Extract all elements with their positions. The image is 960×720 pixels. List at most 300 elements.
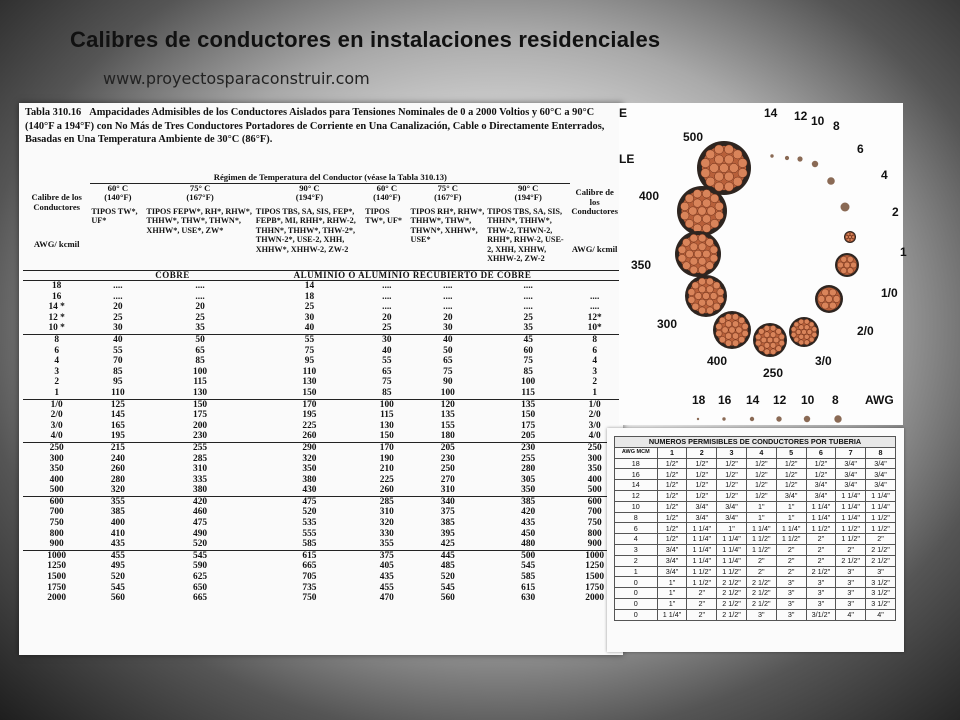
ampacity-cell: 630 [521, 593, 536, 604]
conduit-size-cell: 0 [615, 598, 658, 609]
ampacity-cell: 85 [382, 387, 392, 398]
column-temp-f: (167°F) [186, 192, 214, 202]
conduit-cell: 2 1/2" [717, 577, 747, 588]
ampacity-cell: 420 [521, 507, 536, 518]
row-size-right-cell: 3/0 [588, 420, 601, 431]
ampacity-cell: 65 [382, 366, 392, 377]
ampacity-cell: 280 [110, 474, 125, 485]
ampacity-cell: 175 [521, 420, 536, 431]
conduit-cell: 1/2" [717, 458, 747, 469]
ampacity-cell: 100 [440, 387, 455, 398]
conduit-cell: 1 1/4" [776, 523, 806, 534]
ampacity-cell: .... [486, 281, 570, 292]
row-size-cell: 700 [49, 507, 64, 518]
ampacity-cell: 615 [521, 582, 536, 593]
ampacity-cell: 130 [193, 387, 208, 398]
ampacity-row [23, 550, 619, 561]
row-size-cell: 1000 [23, 550, 90, 561]
gauge-size-label: 1/0 [881, 286, 898, 300]
conduit-cell: 2" [687, 588, 717, 599]
ampacity-cell: 380 [302, 474, 317, 485]
column-temp-2 [255, 183, 364, 203]
ampacity-cell: 30 [113, 323, 123, 334]
row-size-right-cell: 1000 [570, 550, 619, 561]
ampacity-cell: 470 [379, 593, 394, 604]
conduit-cell: 1 1/4" [687, 555, 717, 566]
conduit-cell: 3" [836, 577, 866, 588]
ampacity-cell: 40 [410, 334, 487, 345]
ampacity-cell: 450 [521, 528, 536, 539]
conduit-cell: 3 1/2" [866, 588, 896, 599]
awg-size-label: 16 [718, 393, 732, 407]
table-number: Tabla 310.16 [25, 107, 82, 118]
ampacity-cell: 150 [145, 399, 254, 410]
ampacity-cell: 85 [195, 356, 205, 367]
ampacity-cell: 705 [302, 572, 317, 583]
ampacity-cell: 25 [382, 323, 392, 334]
column-temp-f: (140°F) [373, 192, 401, 202]
ampacity-cell: 445 [410, 550, 487, 561]
ampacity-row [23, 399, 619, 410]
conduit-size-cell: 6 [615, 523, 658, 534]
conduit-cell: 3/4" [776, 490, 806, 501]
conduit-size-cell: 18 [615, 458, 658, 469]
conduit-cell: 1 1/4" [836, 501, 866, 512]
conduit-cell: 3/4" [836, 458, 866, 469]
wire-cross-section [797, 156, 802, 161]
row-size-cell: 3 [54, 366, 59, 377]
conduit-row [615, 577, 896, 588]
ampacity-cell: 110 [302, 366, 317, 377]
column-temp-3 [364, 183, 409, 203]
column-temp-c: 75° C [189, 182, 211, 193]
ampacity-cell: 170 [255, 399, 364, 410]
ampacity-cell: 65 [443, 356, 453, 367]
row-size-cell: 4/0 [50, 431, 63, 442]
conduit-header-cell: 1 [657, 447, 687, 458]
cut-text-mid: LE [619, 152, 635, 166]
ampacity-cell: 55 [382, 356, 392, 367]
ampacity-cell: 250 [440, 464, 455, 475]
conduit-row [615, 566, 896, 577]
conduit-cell: 2" [746, 555, 776, 566]
ampacity-row [23, 529, 619, 540]
ampacity-cell: 200 [193, 420, 208, 431]
ampacity-cell: 480 [521, 539, 536, 550]
ampacity-cell: 225 [302, 420, 317, 431]
row-size-cell: 6 [54, 345, 59, 356]
conduit-row [615, 480, 896, 491]
conduit-cell: 3/4" [717, 501, 747, 512]
column-temp-f: (140°F) [104, 192, 132, 202]
conduit-cell: 1/2" [657, 480, 687, 491]
ampacity-cell: 735 [302, 582, 317, 593]
row-size-cell: 1250 [47, 561, 67, 572]
conduit-row [615, 458, 896, 469]
conduit-size-cell: 2 [615, 555, 658, 566]
wire-cross-section [677, 186, 727, 236]
ampacity-cell: 35 [195, 323, 205, 334]
ampacity-cell: 375 [440, 507, 455, 518]
ampacity-cell: 435 [521, 518, 536, 529]
conduit-cell: 1" [746, 512, 776, 523]
ampacity-cell: .... [195, 291, 205, 302]
conduit-cell: 3/4" [866, 469, 896, 480]
conduit-cell: 1/2" [806, 469, 836, 480]
ampacity-cell: 485 [440, 561, 455, 572]
row-size-cell: 250 [23, 442, 90, 453]
conduit-cell: 1 1/2" [836, 523, 866, 534]
ampacity-row [23, 454, 619, 465]
ampacity-cell: 310 [193, 464, 208, 475]
conduit-table-panel [607, 428, 904, 652]
ampacity-cell: 145 [110, 410, 125, 421]
ampacity-cell: 460 [193, 507, 208, 518]
ampacity-cell: 50 [443, 345, 453, 356]
conduit-table [614, 436, 896, 621]
row-size-right-cell: 1750 [585, 582, 605, 593]
gauge-size-label: 250 [763, 366, 784, 380]
row-size-cell: 300 [49, 453, 64, 464]
ampacity-cell: 115 [521, 387, 535, 398]
conduit-cell: 2" [866, 534, 896, 545]
ampacity-cell: 125 [90, 399, 145, 410]
ampacity-cell: 155 [440, 420, 455, 431]
ampacity-cell: 25 [304, 302, 315, 313]
ampacity-cell: 30 [304, 312, 315, 323]
row-size-right-cell: 900 [587, 539, 602, 550]
awg-size-label: 12 [773, 393, 787, 407]
conduit-row [615, 512, 896, 523]
ampacity-cell: 50 [145, 334, 254, 345]
conduit-cell: 2 1/2" [866, 544, 896, 555]
row-size-cell: 14 * [48, 302, 65, 313]
row-size-right-cell: 500 [587, 485, 602, 496]
ampacity-cell: 545 [110, 582, 125, 593]
gauge-size-label: 400 [639, 189, 660, 203]
ampacity-cell: 425 [440, 539, 455, 550]
wire-gauge-chart [619, 103, 907, 425]
conduit-cell: 1 1/2" [687, 566, 717, 577]
row-size-right-cell [570, 281, 619, 292]
ampacity-row [23, 346, 619, 357]
ampacity-cell: 350 [302, 464, 317, 475]
row-size-right-cell: 10* [587, 323, 602, 334]
ampacity-cell: 375 [364, 550, 409, 561]
conduit-cell: 1 1/4" [836, 490, 866, 501]
conduit-cell: 3/4" [657, 566, 687, 577]
ampacity-cell: 285 [193, 453, 208, 464]
conduit-size-cell: 12 [615, 490, 658, 501]
conduit-size-cell: 16 [615, 469, 658, 480]
ampacity-cell: 14 [255, 281, 364, 292]
row-size-cell: 3/0 [50, 420, 63, 431]
conduit-header-cell: 4 [746, 447, 776, 458]
awg-size-label: 8 [832, 393, 839, 407]
conduit-cell: 1 1/2" [806, 523, 836, 534]
conduit-cell: 3" [806, 598, 836, 609]
slide-title: Calibres de conductores en instalaciones residenciales [70, 27, 661, 52]
conduit-cell: 3" [836, 566, 866, 577]
slide-url[interactable]: www.proyectosparaconstruir.com [103, 69, 370, 88]
ampacity-cell: 215 [90, 442, 145, 453]
gauge-size-label: 12 [794, 109, 808, 123]
conduit-cell: 1/2" [746, 469, 776, 480]
ampacity-cell: .... [410, 281, 487, 292]
gauge-size-label: 500 [683, 130, 704, 144]
ampacity-cell: 205 [410, 442, 487, 453]
ampacity-cell: 120 [410, 399, 487, 410]
awg-wire-dot [834, 415, 841, 422]
size-unit: AWG/ kcmil [33, 239, 80, 249]
conduit-cell: 1 1/2" [776, 534, 806, 545]
awg-wire-dot [750, 417, 754, 421]
ampacity-row [23, 475, 619, 486]
conduit-cell: 1 1/4" [717, 544, 747, 555]
column-temp-f: (194°F) [514, 192, 542, 202]
ampacity-row [23, 583, 619, 594]
ampacity-row [23, 367, 619, 378]
conduit-header-cell: 8 [866, 447, 896, 458]
ampacity-row [23, 421, 619, 432]
conduit-row [615, 544, 896, 555]
row-size-right-cell: .... [589, 302, 600, 313]
ampacity-cell: 85 [113, 366, 123, 377]
ampacity-cell: .... [382, 291, 392, 302]
size-header-right-label: Calibre de los Conductores [571, 187, 618, 217]
ampacity-row [23, 496, 619, 507]
conduit-row [615, 534, 896, 545]
ampacity-cell: 170 [364, 442, 409, 453]
ampacity-cell: 310 [440, 485, 455, 496]
ampacity-cell: 280 [521, 464, 536, 475]
ampacity-cell: 150 [302, 387, 317, 398]
row-size-right-cell: 2 [592, 377, 597, 388]
ampacity-cell: 95 [113, 377, 123, 388]
wire-cross-section [770, 154, 773, 157]
column-temp-1 [145, 183, 254, 203]
conduit-cell: 1/2" [687, 480, 717, 491]
ampacity-cell: 150 [379, 431, 394, 442]
aluminum-label: ALUMINIO O ALUMINIO RECUBIERTO DE COBRE [255, 270, 571, 281]
conduit-cell: 2" [687, 598, 717, 609]
ampacity-cell: 520 [193, 539, 208, 550]
ampacity-cell: .... [523, 302, 533, 313]
temp-rating-header: Régimen de Temperatura del Conductor (véase la Tabla 310.13) [90, 173, 570, 183]
ampacity-row [23, 323, 619, 334]
ampacity-cell: 130 [302, 377, 317, 388]
ampacity-cell: 55 [113, 345, 123, 356]
gauge-size-label: 4 [881, 168, 888, 182]
gauge-size-label: 300 [657, 317, 678, 331]
row-size-right-cell: 1250 [585, 561, 605, 572]
conduit-cell: 2 1/2" [717, 609, 747, 620]
column-types-4: TIPOS RH*, RHW*, THHW*, THW*, THWN*, XHHW*, USE* [410, 206, 485, 244]
conduit-cell: 1 1/2" [687, 577, 717, 588]
wire-cross-section [713, 311, 751, 349]
column-types-3: TIPOS TW*, UF* [365, 206, 402, 225]
ampacity-cell: 475 [255, 496, 364, 507]
ampacity-cell: 20 [382, 312, 392, 323]
size-header-label: Calibre de los Conductores [31, 192, 82, 212]
ampacity-cell: 20 [113, 302, 123, 313]
ampacity-row [23, 485, 619, 496]
ampacity-cell: 135 [440, 410, 455, 421]
ampacity-cell: 545 [145, 550, 254, 561]
ampacity-cell: 165 [110, 420, 125, 431]
wire-cross-section [753, 323, 787, 357]
ampacity-cell: .... [90, 281, 145, 292]
conduit-cell: 1" [657, 588, 687, 599]
ampacity-row [23, 507, 619, 518]
conduit-cell: 3" [776, 609, 806, 620]
ampacity-cell: .... [113, 291, 123, 302]
ampacity-cell: 320 [110, 485, 125, 496]
ampacity-cell: 430 [302, 485, 317, 496]
ampacity-cell: 545 [521, 561, 536, 572]
awg-size-label: 18 [692, 393, 706, 407]
conduit-size-cell: 0 [615, 588, 658, 599]
ampacity-cell: 270 [440, 474, 455, 485]
ampacity-cell: 75 [523, 356, 533, 367]
awg-wire-dot [804, 416, 810, 422]
conduit-cell: 1/2" [806, 458, 836, 469]
ampacity-cell: 115 [380, 410, 394, 421]
conduit-cell: 2 1/2" [866, 555, 896, 566]
ampacity-cell: 350 [521, 485, 536, 496]
ampacity-cell: 30 [443, 323, 453, 334]
row-size-cell: 8 [23, 334, 90, 345]
conduit-cell: 3" [776, 598, 806, 609]
awg-size-label: 10 [801, 393, 815, 407]
conduit-cell: 2" [687, 609, 717, 620]
row-size-right-cell: 1 [592, 387, 597, 398]
ampacity-cell: 320 [302, 453, 317, 464]
ampacity-cell: .... [443, 302, 453, 313]
conduit-cell: 2 1/2" [717, 588, 747, 599]
ampacity-table [23, 173, 619, 604]
column-temp-4 [410, 183, 487, 203]
conduit-cell: 2 1/2" [717, 598, 747, 609]
row-size-right-cell: 1500 [585, 572, 605, 583]
ampacity-cell: 335 [193, 474, 208, 485]
row-size-cell: 800 [49, 528, 64, 539]
row-size-cell: 350 [49, 464, 64, 475]
ampacity-row [23, 442, 619, 453]
conduit-cell: 2" [746, 566, 776, 577]
ampacity-cell: 45 [486, 334, 570, 345]
gauge-size-label: 8 [833, 119, 840, 133]
ampacity-cell: 535 [302, 518, 317, 529]
ampacity-cell: 205 [521, 431, 536, 442]
ampacity-cell: 520 [110, 572, 125, 583]
conduit-cell: 3/4" [836, 469, 866, 480]
conduit-cell: 3" [776, 588, 806, 599]
conduit-cell: 1/2" [657, 534, 687, 545]
ampacity-cell: 495 [110, 561, 125, 572]
conduit-size-cell: 3 [615, 544, 658, 555]
ampacity-cell: .... [382, 302, 392, 313]
conduit-cell: 1 1/4" [687, 523, 717, 534]
ampacity-cell: 175 [193, 410, 208, 421]
conduit-cell: 1/2" [717, 469, 747, 480]
conduit-cell: 2 1/2" [746, 588, 776, 599]
ampacity-cell: 60 [523, 345, 533, 356]
conduit-cell: 3" [746, 609, 776, 620]
conduit-size-cell: 0 [615, 577, 658, 588]
ampacity-cell: 230 [486, 442, 570, 453]
conduit-header-cell: 6 [806, 447, 836, 458]
gauge-size-label: 350 [631, 258, 652, 272]
conduit-cell: 3/4" [806, 480, 836, 491]
row-size-right-cell: 700 [587, 507, 602, 518]
conduit-cell: 1/2" [657, 512, 687, 523]
ampacity-cell: 230 [440, 453, 455, 464]
conduit-cell: 1 1/4" [866, 490, 896, 501]
awg-size-label: 14 [746, 393, 760, 407]
ampacity-cell: 195 [110, 431, 125, 442]
ampacity-cell: 230 [193, 431, 208, 442]
conduit-header-cell: 3 [717, 447, 747, 458]
ampacity-cell: 475 [193, 518, 208, 529]
row-size-right-cell: 4/0 [588, 431, 601, 442]
conduit-header-cell: 5 [776, 447, 806, 458]
ampacity-row [23, 377, 619, 388]
conduit-row [615, 555, 896, 566]
ampacity-cell: 130 [379, 420, 394, 431]
ampacity-cell: 65 [195, 345, 205, 356]
conduit-cell: 2" [806, 544, 836, 555]
ampacity-cell: 355 [379, 539, 394, 550]
conduit-cell: 3 1/2" [866, 577, 896, 588]
conduit-header-cell: AWG MCM [615, 447, 658, 458]
conduit-cell: 1 1/4" [806, 501, 836, 512]
ampacity-row [23, 292, 619, 303]
conduit-cell: 1 1/4" [687, 544, 717, 555]
ampacity-cell: 330 [379, 528, 394, 539]
ampacity-cell: 455 [90, 550, 145, 561]
ampacity-cell: 20 [443, 312, 453, 323]
ampacity-cell: 210 [379, 464, 394, 475]
gauge-size-label: 10 [811, 114, 825, 128]
ampacity-cell: 320 [379, 518, 394, 529]
row-size-cell: 2000 [47, 593, 67, 604]
column-temp-c: 60° C [107, 182, 129, 193]
size-header [23, 173, 90, 270]
conduit-cell: 1/2" [657, 458, 687, 469]
conduit-cell: 3/4" [687, 501, 717, 512]
conduit-cell: 3" [776, 577, 806, 588]
wire-cross-section [812, 161, 818, 167]
wire-cross-section [785, 156, 789, 160]
conduit-cell: 3/4" [657, 544, 687, 555]
row-size-cell: 400 [49, 474, 64, 485]
ampacity-cell: 255 [521, 453, 536, 464]
conduit-cell: 3" [806, 577, 836, 588]
gauge-size-label: 6 [857, 142, 864, 156]
row-size-right-cell: 8 [570, 334, 619, 345]
conduit-cell: 1/2" [717, 490, 747, 501]
ampacity-cell: 260 [379, 485, 394, 496]
conduit-cell: 3/4" [806, 490, 836, 501]
row-size-cell: 16 [51, 291, 62, 302]
conduit-table-title: NUMEROS PERMISIBLES DE CONDUCTORES POR TUBERIA [615, 437, 896, 448]
ampacity-cell: 110 [111, 387, 125, 398]
copper-label: COBRE [90, 270, 254, 281]
ampacity-cell: 75 [443, 366, 453, 377]
wire-cross-section [841, 203, 850, 212]
ampacity-cell: 435 [379, 572, 394, 583]
